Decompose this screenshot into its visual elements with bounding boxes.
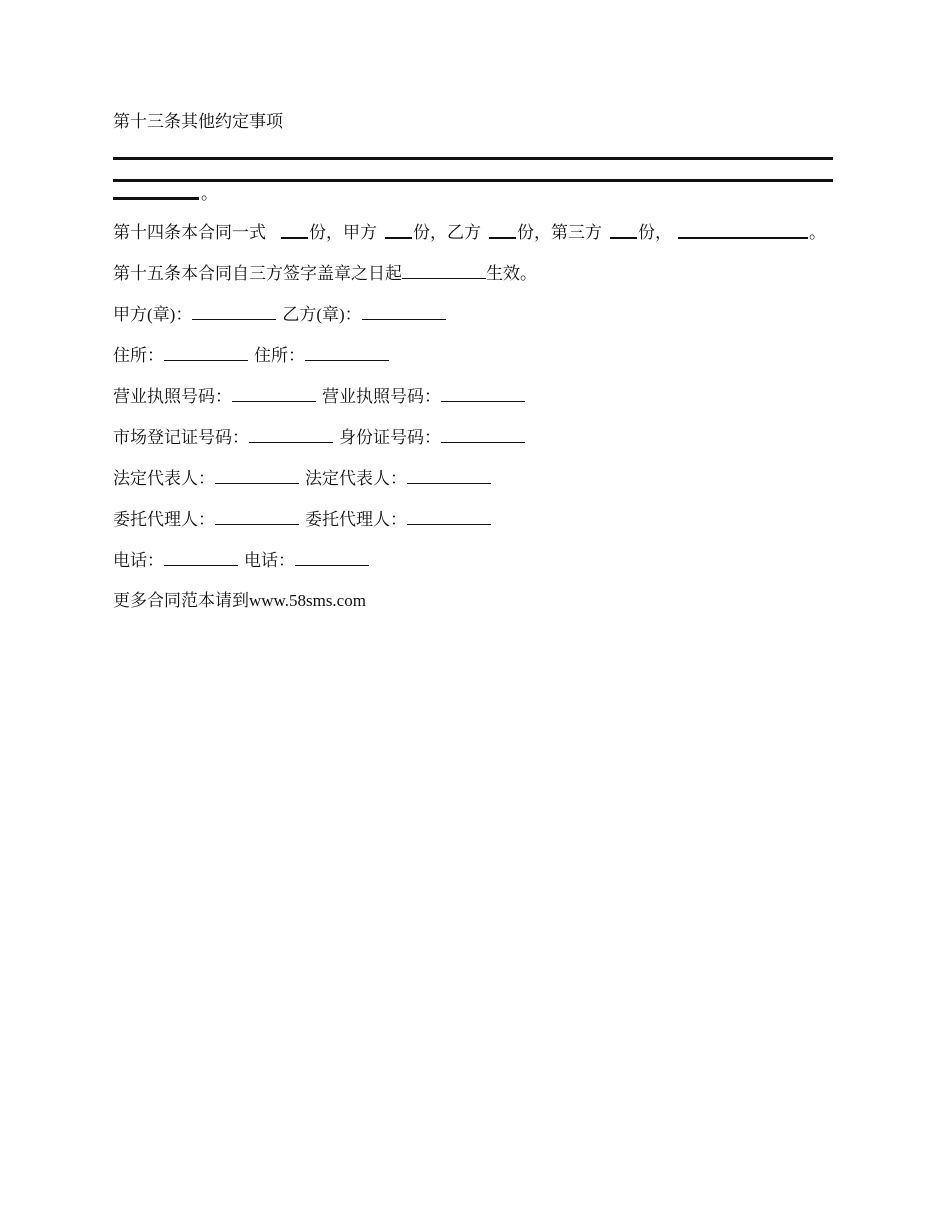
article-14-text-3: 份，乙方 [413,223,481,242]
party-b-address-blank [305,343,389,361]
copies-third-party-blank [610,237,637,239]
party-a-phone-blank [164,548,238,566]
copies-total-blank [281,237,308,239]
party-b-seal-label: 乙方(章)： [282,305,362,324]
document-page [113,110,833,613]
footer-more-templates: 更多合同范本请到www.58sms.com [113,591,366,610]
signature-row-party [113,302,833,326]
fill-in-rule-3 [113,182,833,210]
id-number-blank [441,425,525,443]
article-15-text-before: 第十五条本合同自三方签字盖章之日起 [113,264,402,283]
party-a-legal-rep-blank [215,466,299,484]
article-14 [113,221,833,245]
id-number-label: 身份证号码： [339,428,441,447]
copies-purpose-blank [678,237,808,239]
party-b-legal-rep-label: 法定代表人： [305,469,407,488]
signature-row-license [113,384,833,408]
signature-row-address [113,343,833,367]
party-b-agent-blank [407,507,491,525]
party-a-license-blank [232,384,316,402]
copies-party-b-blank [489,237,516,239]
party-b-phone-blank [295,548,369,566]
article-14-text-4: 份，第三方 [517,223,602,242]
party-b-seal-blank [362,302,446,320]
party-a-seal-label: 甲方(章)： [113,305,193,324]
party-a-seal-blank [192,302,276,320]
party-b-license-label: 营业执照号码： [322,387,441,406]
article-14-text-2: 份，甲方 [309,223,377,242]
party-b-phone-label: 电话： [244,551,295,570]
article-14-text-5: 份， [638,223,672,242]
party-a-address-blank [164,343,248,361]
party-b-license-blank [441,384,525,402]
party-b-legal-rep-blank [407,466,491,484]
market-registration-blank [249,425,333,443]
party-a-address-label: 住所： [113,346,164,365]
party-a-license-label: 营业执照号码： [113,387,232,406]
article-14-end-mark: 。 [809,223,826,242]
article-13-heading: 第十三条其他约定事项 [113,112,283,131]
party-a-agent-label: 委托代理人： [113,510,215,529]
fill-in-rule-1 [113,157,833,160]
signature-row-registration [113,425,833,449]
effective-date-blank [402,261,486,279]
signature-row-legal-rep [113,466,833,490]
party-a-phone-label: 电话： [113,551,164,570]
article-15-text-after: 生效。 [486,264,537,283]
party-b-agent-label: 委托代理人： [305,510,407,529]
market-registration-label: 市场登记证号码： [113,428,249,447]
party-a-agent-blank [215,507,299,525]
signature-row-agent [113,507,833,531]
article-14-text-1: 第十四条本合同一式 [113,223,266,242]
signature-row-phone [113,548,833,572]
party-b-address-label: 住所： [254,346,305,365]
fill-in-rule-short [113,197,199,200]
article-13-end-mark: 。 [201,184,218,203]
article-15 [113,261,833,285]
party-a-legal-rep-label: 法定代表人： [113,469,215,488]
copies-party-a-blank [385,237,412,239]
